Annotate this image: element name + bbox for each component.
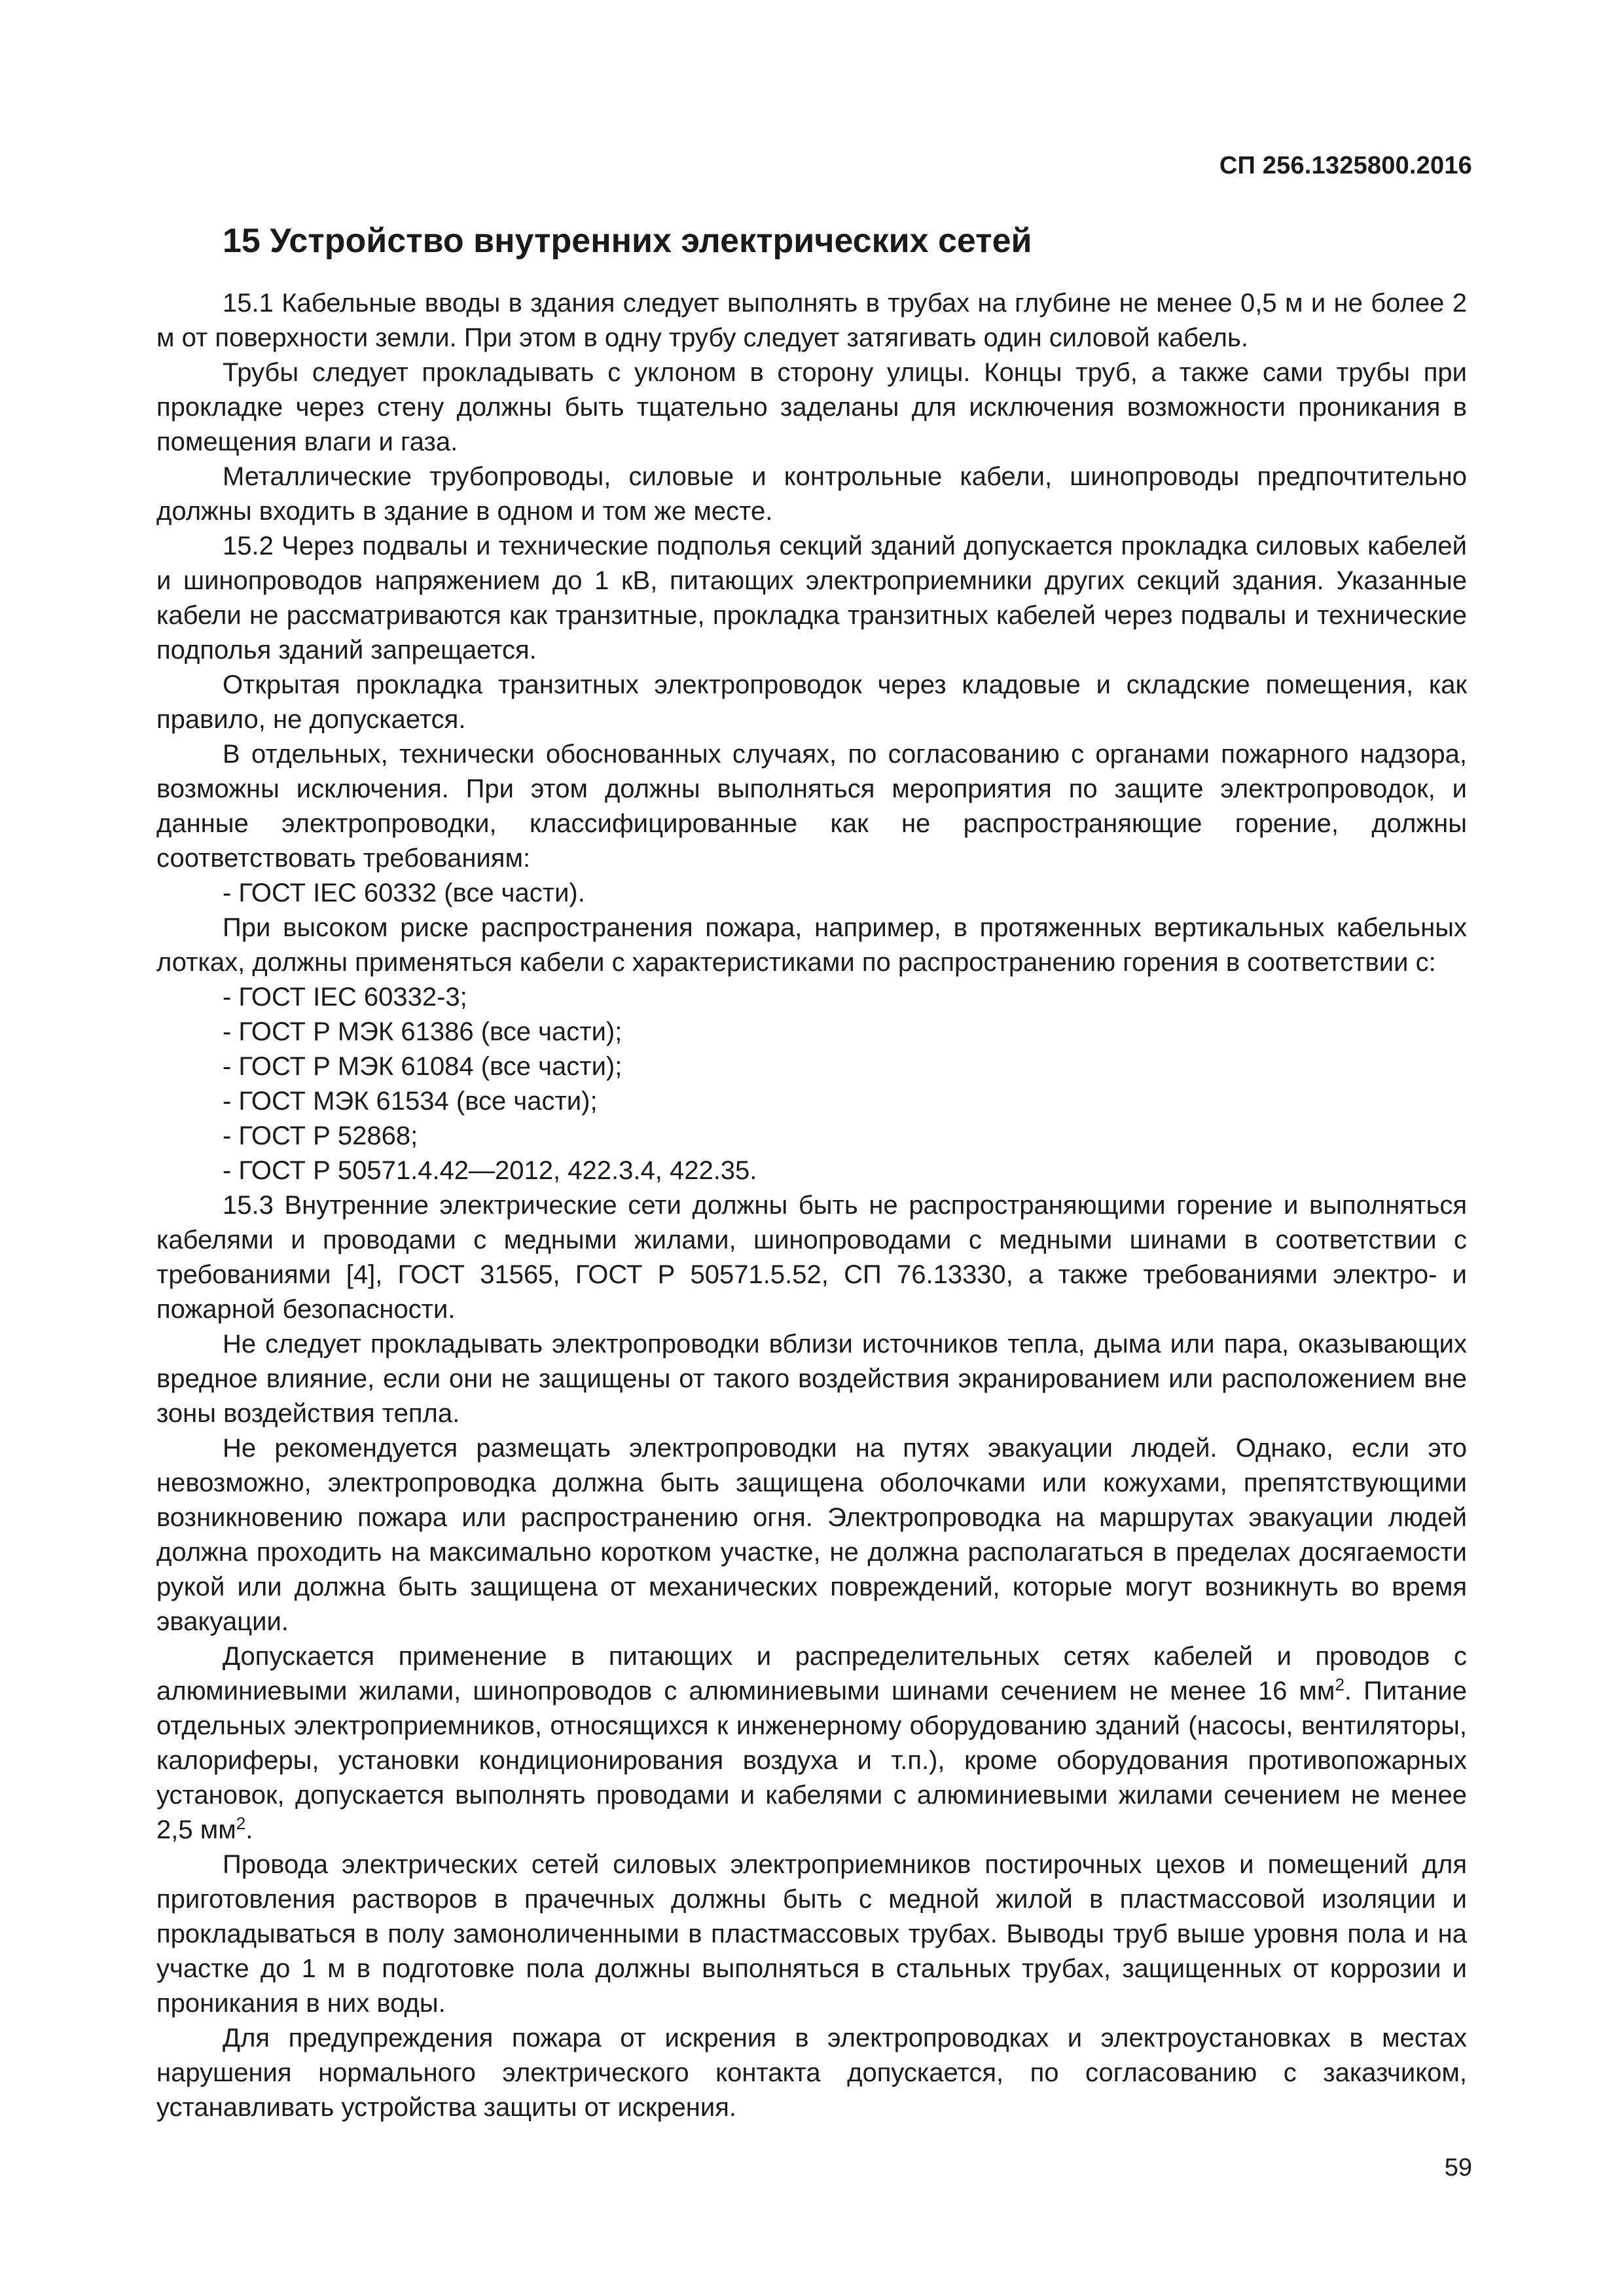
list-item: - ГОСТ IEC 60332-3; [223,983,467,1011]
paragraph: Для предупреждения пожара от искрения в электропроводках и электроустановках в местах нарушения нормального электрического контакта допускается, по согласованию с заказчиком, устанавливать устройства защиты от искрения. [156,2024,1467,2122]
paragraph: Металлические трубопроводы, силовые и контрольные кабели, шинопроводы предпочтительно должны входить в здание в одном и том же месте. [156,462,1467,526]
list-item: - ГОСТ Р МЭК 61084 (все части); [223,1052,623,1081]
paragraph: Не рекомендуется размещать электропроводки на путях эвакуации людей. Однако, если это невозможно, электропроводка должна быть защищена оболочками или кожухами, препятствующими возникновению пожара или распространению огня. Электропроводка на маршрутах эвакуации людей должна проходить на максимально коротком участке, не должна располагаться в пределах досягаемости рукой или должна быть защищена от механических повреждений, которые могут возникнуть во время эвакуации. [156,1434,1467,1636]
section-title: 15 Устройство внутренних электрических сетей [223,222,1032,260]
paragraph-15-1: 15.1 Кабельные вводы в здания следует выполнять в трубах на глубине не менее 0,5 м и не более 2 м от поверхности земли. При этом в одну трубу следует затягивать один силовой кабель. [156,289,1467,352]
list-item: - ГОСТ Р 52868; [223,1121,418,1150]
paragraph-text: . Питание отдельных электроприемников, относящихся к инженерному оборудованию зданий (насосы, вентиляторы, калориферы, установки кондиционирования воздуха и т.п.), кроме оборудования противопожарных установок, допускается выполнять проводами и кабелями с алюминиевыми жилами сечением не менее 2,5 мм [156,1677,1467,1844]
paragraph: Провода электрических сетей силовых электроприемников постирочных цехов и помещений для приготовления растворов в прачечных должны быть с медной жилой в пластмассовой изоляции и прокладываться в полу замоноличенными в пластмассовых трубах. Выводы труб выше уровня пола и на участке до 1 м в подготовке пола должны выполняться в стальных трубах, защищенных от коррозии и проникания в них воды. [156,1850,1467,2018]
paragraph: В отдельных, технически обоснованных случаях, по согласованию с органами пожарного надзора, возможны исключения. При этом должны выполняться мероприятия по защите электропроводок, и данные электропроводки, классифицированные как не распространяющие горение, должны соответствовать требованиям: [156,740,1467,873]
superscript: 2 [1335,1675,1344,1694]
paragraph-15-2: 15.2 Через подвалы и технические подполья секций зданий допускается прокладка силовых кабелей и шинопроводов напряжением до 1 кВ, питающих электроприемники других секций здания. Указанные кабели не рассматриваются как транзитные, прокладка транзитных кабелей через подвалы и технические подполья зданий запрещается. [156,532,1467,665]
list-item: - ГОСТ IEC 60332 (все части). [223,879,585,907]
paragraph [156,1639,1467,1848]
page-number: 59 [1444,2154,1472,2181]
paragraph-text: Допускается применение в питающих и распределительных сетях кабелей и проводов с алюминиевыми жилами, шинопроводов с алюминиевыми шинами сечением не менее 16 мм [156,1642,1467,1705]
paragraph: Трубы следует прокладывать с уклоном в сторону улицы. Концы труб, а также сами трубы при прокладке через стену должны быть тщательно заделаны для исключения возможности проникания в помещения влаги и газа. [156,358,1467,456]
document-code: СП 256.1325800.2016 [1219,152,1472,179]
paragraph: Не следует прокладывать электропроводки вблизи источников тепла, дыма или пара, оказывающих вредное влияние, если они не защищены от такого воздействия экранированием или расположением вне зоны воздействия тепла. [156,1330,1467,1428]
list-item: - ГОСТ МЭК 61534 (все части); [223,1087,598,1116]
paragraph: При высоком риске распространения пожара, например, в протяженных вертикальных кабельных лотках, должны применяться кабели с характеристиками по распространению горения в соответствии с: [156,913,1467,977]
paragraph-text: . [245,1815,253,1844]
paragraph: Открытая прокладка транзитных электропроводок через кладовые и складские помещения, как правило, не допускается. [156,670,1467,734]
superscript: 2 [236,1813,246,1833]
list-item: - ГОСТ Р МЭК 61386 (все части); [223,1017,623,1046]
paragraph-15-3: 15.3 Внутренние электрические сети должны быть не распространяющими горение и выполняться кабелями и проводами с медными жилами, шинопроводами с медными шинами в соответствии с требованиями [4], ГОСТ 31565, ГОСТ Р 50571.5.52, СП 76.13330, а также требованиями электро- и пожарной безопасности. [156,1191,1467,1324]
list-item: - ГОСТ Р 50571.4.42—2012, 422.3.4, 422.35. [223,1156,757,1185]
section-body [156,286,1467,2125]
